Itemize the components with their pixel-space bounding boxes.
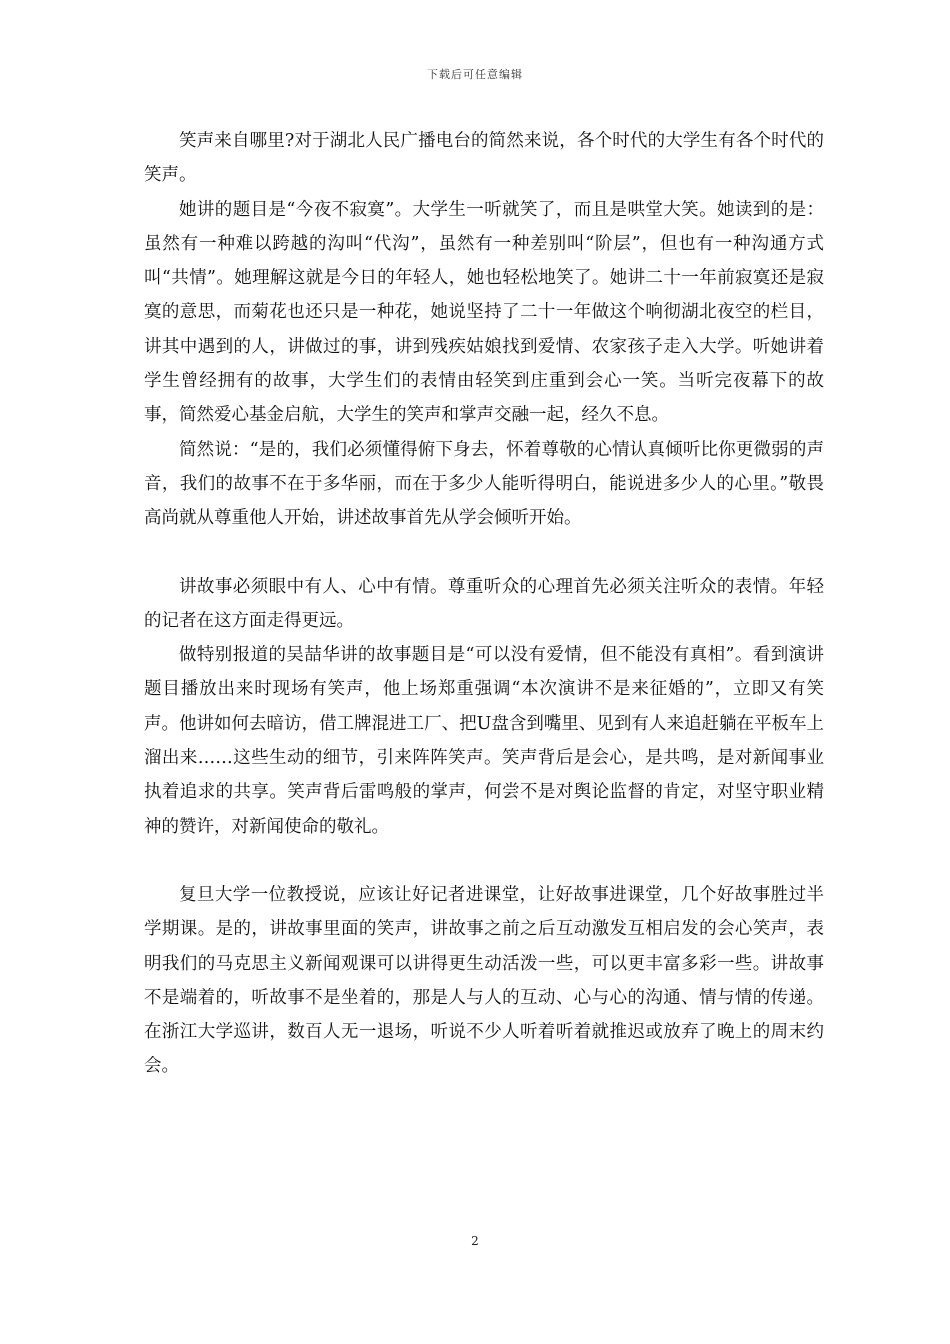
paragraph-special-report: 做特别报道的吴喆华讲的故事题目是“可以没有爱情，但不能没有真相”。看到演讲题目播放出来时现场有笑声，他上场郑重强调“本次演讲不是来征婚的”，立即又有笑声。他讲如何去暗访，借工牌混进工厂、把U盘含到嘴里、见到有人来追赶躺在平板车上溜出来……这些生动的细节，引来阵阵笑声。笑声背后是会心，是共鸣，是对新闻事业执着追求的共享。笑声背后雷鸣般的掌声，何尝不是对舆论监督的肯定，对坚守职业精神的赞许，对新闻使命的敬礼。 <box>144 645 824 837</box>
document-body <box>144 124 824 1084</box>
paragraph-jianran-quote: 简然说：“是的，我们必须懂得俯下身去，怀着尊敬的心情认真倾听比你更微弱的声音，我们的故事不在于多华丽，而在于多少人能听得明白，能说进多少人的心里。”敬畏高尚就从尊重他人开始，讲述故事首先从学会倾听开始。 <box>144 439 824 529</box>
page-number: 2 <box>471 1234 479 1248</box>
page-header-note: 下载后可任意编辑 <box>427 68 523 81</box>
paragraph-tonight-not-lonely: 她讲的题目是“今夜不寂寞”。大学生一听就笑了，而且是哄堂大笑。她读到的是：虽然有一种难以跨越的沟叫“代沟”，虽然有一种差别叫“阶层”，但也有一种沟通方式叫“共情”。她理解这就是今日的年轻人，她也轻松地笑了。她讲二十一年前寂寞还是寂寞的意思，而菊花也还只是一种花，她说坚持了二十一年做这个响彻湖北夜空的栏目，讲其中遇到的人，讲做过的事，讲到残疾姑娘找到爱情、农家孩子走入大学。听她讲着学生曾经拥有的故事，大学生们的表情由轻笑到庄重到会心一笑。当听完夜幕下的故事，简然爱心基金启航，大学生的笑声和掌声交融一起，经久不息。 <box>144 199 824 426</box>
paragraph-fudan-professor: 复旦大学一位教授说，应该让好记者进课堂，让好故事进课堂，几个好故事胜过半学期课。是的，讲故事里面的笑声，讲故事之前之后互动激发互相启发的会心笑声，表明我们的马克思主义新闻观课可以讲得更生动活泼一些，可以更丰富多彩一些。讲故事不是端着的，听故事不是坐着的，那是人与人的互动、心与心的沟通、情与情的传递。在浙江大学巡讲，数百人无一退场，听说不少人听着听着就推迟或放弃了晚上的周末约会。 <box>144 884 824 1077</box>
paragraph-eyes-and-heart: 讲故事必须眼中有人、心中有情。尊重听众的心理首先必须关注听众的表情。年轻的记者在这方面走得更远。 <box>144 576 824 631</box>
paragraph-spacer <box>144 844 824 878</box>
paragraph-spacer <box>144 536 824 570</box>
paragraph-laughter-origin: 笑声来自哪里?对于湖北人民广播电台的简然来说，各个时代的大学生有各个时代的笑声。 <box>144 131 824 186</box>
